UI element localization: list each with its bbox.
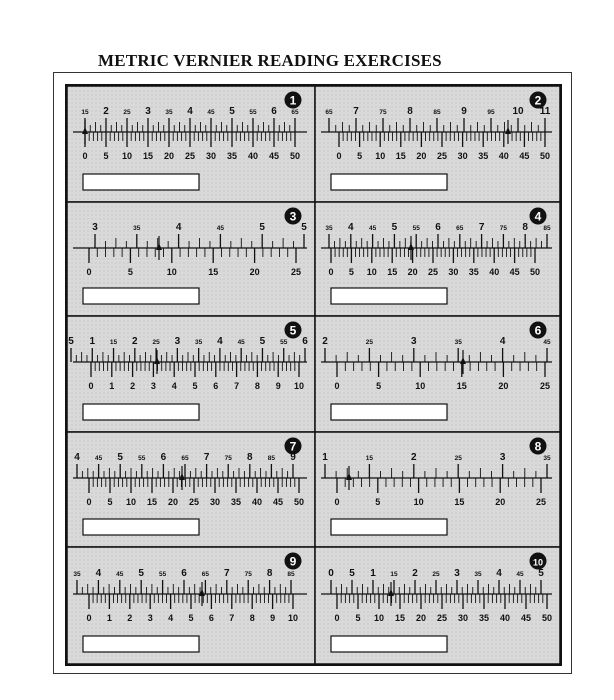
main-scale-label: 3: [92, 222, 98, 233]
main-scale-label: 11: [539, 106, 551, 117]
vernier-scale-label: 4: [168, 613, 174, 623]
vernier-scale-label: 0: [88, 381, 94, 391]
vernier-scale-label: 30: [209, 497, 221, 507]
vernier-scale-label: 0: [82, 151, 88, 161]
main-scale-label: 4: [348, 222, 354, 233]
vernier-scale-label: 15: [395, 151, 406, 161]
main-scale-label: 7: [224, 568, 230, 579]
exercise-number: 8: [534, 439, 542, 454]
vernier-scale-label: 50: [293, 497, 305, 507]
main-scale-label: 5: [259, 336, 266, 347]
vernier-scale-label: 10: [287, 613, 299, 623]
vernier-scale-label: 2: [130, 381, 136, 391]
main-scale-label: 45: [543, 339, 551, 346]
vernier-scale-label: 20: [416, 151, 427, 161]
vernier-scale-label: 5: [192, 381, 198, 391]
vernier-scale-label: 20: [495, 497, 506, 507]
main-scale-label: 4: [499, 336, 506, 347]
main-scale-label: 35: [454, 339, 462, 346]
vernier-scale-label: 6: [208, 613, 214, 623]
main-scale-label: 2: [412, 568, 418, 579]
vernier-scale-label: 25: [436, 613, 448, 623]
vernier-scale-label: 25: [184, 151, 196, 161]
main-scale-label: 15: [365, 455, 374, 462]
main-scale-label: 6: [302, 336, 308, 347]
answer-box[interactable]: [331, 519, 447, 535]
main-scale-label: 5: [391, 222, 398, 233]
vernier-scale-label: 4: [171, 381, 177, 391]
vernier-scale-label: 35: [478, 151, 489, 161]
exercise-panel: [315, 202, 560, 316]
exercise-panel: [67, 547, 315, 664]
exercise-panel: [315, 316, 560, 432]
vernier-scale-label: 9: [270, 613, 276, 623]
main-scale-label: 65: [291, 109, 299, 116]
main-scale-label: 4: [187, 106, 193, 117]
vernier-scale-label: 45: [272, 497, 284, 507]
main-scale-label: 7: [353, 106, 359, 117]
main-scale-label: 5: [301, 222, 307, 233]
vernier-scale-label: 6: [213, 381, 219, 391]
main-scale-label: 6: [435, 222, 441, 233]
vernier-scale-label: 15: [387, 267, 398, 277]
vernier-scale-label: 40: [251, 497, 263, 507]
main-scale-label: 5: [138, 568, 144, 579]
main-scale-label: 25: [152, 339, 160, 346]
vernier-scale-label: 20: [249, 267, 260, 277]
vernier-scale-label: 45: [520, 613, 532, 623]
main-scale-label: 55: [158, 571, 167, 578]
main-scale-label: 15: [390, 571, 398, 578]
vernier-scale-label: 45: [519, 151, 530, 161]
main-scale-label: 3: [411, 336, 417, 347]
main-scale-label: 45: [116, 571, 124, 578]
answer-box[interactable]: [83, 636, 199, 652]
main-scale-label: 75: [499, 225, 508, 232]
vernier-scale-label: 10: [375, 151, 386, 161]
page-title: METRIC VERNIER READING EXERCISES: [98, 51, 442, 70]
main-scale-label: 65: [201, 571, 210, 578]
main-scale-label: 6: [160, 452, 167, 463]
main-scale-label: 5: [349, 568, 355, 579]
main-scale-label: 9: [290, 452, 296, 463]
main-scale-label: 8: [266, 568, 273, 579]
vernier-scale-label: 50: [541, 613, 553, 623]
main-scale-label: 1: [370, 568, 376, 579]
vernier-scale-label: 5: [103, 151, 109, 161]
main-scale-label: 35: [474, 571, 482, 578]
main-scale-label: 55: [249, 109, 257, 116]
vernier-scale-label: 35: [230, 497, 242, 507]
vernier-scale-label: 10: [373, 613, 385, 623]
main-scale-label: 5: [259, 222, 265, 233]
vernier-scale-label: 30: [448, 267, 459, 277]
main-scale-label: 65: [181, 455, 189, 462]
vernier-scale-label: 8: [249, 613, 255, 623]
vernier-scale-label: 15: [142, 151, 154, 161]
vernier-scale-label: 45: [509, 267, 520, 277]
vernier-scale-label: 10: [366, 267, 377, 277]
vernier-scale-label: 20: [415, 613, 427, 623]
exercise-panel: [315, 86, 560, 202]
main-scale-label: 8: [247, 452, 253, 463]
vernier-scale-label: 0: [334, 381, 340, 391]
main-scale-label: 6: [271, 106, 277, 117]
main-scale-label: 95: [487, 109, 495, 116]
vernier-scale-label: 35: [468, 267, 479, 277]
vernier-scale-label: 20: [167, 497, 179, 507]
vernier-scale-label: 9: [275, 381, 281, 391]
answer-box[interactable]: [83, 288, 199, 304]
vernier-scale-label: 10: [415, 381, 426, 391]
main-scale-label: 0: [328, 568, 334, 579]
exercise-panel: [67, 202, 315, 316]
answer-box[interactable]: [83, 404, 199, 420]
main-scale-label: 85: [267, 455, 276, 462]
main-scale-label: 3: [454, 568, 460, 579]
vernier-scale-label: 0: [336, 151, 342, 161]
vernier-scale-label: 5: [107, 497, 113, 507]
exercise-number: 4: [534, 209, 542, 224]
main-scale-label: 9: [461, 106, 467, 117]
vernier-scale-label: 0: [86, 613, 92, 623]
vernier-scale-label: 7: [234, 381, 240, 391]
vernier-scale-label: 40: [499, 613, 511, 623]
main-scale-label: 15: [109, 339, 118, 346]
exercise-number: 3: [289, 209, 297, 224]
main-scale-label: 3: [174, 336, 181, 347]
main-scale-label: 2: [132, 336, 138, 347]
main-scale-label: 2: [103, 106, 109, 117]
vernier-scale-label: 25: [535, 497, 547, 507]
vernier-scale-label: 7: [229, 613, 235, 623]
main-scale-label: 45: [94, 455, 103, 462]
vernier-scale-label: 8: [254, 381, 260, 391]
main-scale-label: 2: [322, 336, 328, 347]
main-scale-label: 85: [543, 225, 551, 232]
vernier-scale-label: 5: [376, 381, 382, 391]
vernier-scale-label: 10: [166, 267, 177, 277]
vernier-scale-label: 50: [529, 267, 541, 277]
exercise-panel: [67, 316, 315, 432]
exercise-panel: [315, 547, 560, 664]
vernier-scale-label: 3: [150, 381, 156, 391]
exercise-number: 2: [534, 93, 542, 108]
main-scale-label: 8: [522, 222, 528, 233]
main-scale-label: 8: [407, 106, 413, 117]
main-scale-label: 25: [365, 339, 374, 346]
vernier-scale-label: 5: [348, 267, 354, 277]
main-scale-label: 5: [538, 568, 544, 579]
main-scale-label: 55: [280, 339, 288, 346]
main-scale-label: 7: [478, 222, 485, 233]
answer-box[interactable]: [83, 174, 199, 190]
vernier-scale-label: 0: [334, 497, 340, 507]
main-scale-label: 5: [117, 452, 123, 463]
main-scale-label: 5: [229, 106, 235, 117]
main-scale-label: 25: [454, 455, 462, 462]
main-scale-label: 4: [496, 568, 502, 579]
main-scale-label: 1: [89, 336, 96, 347]
main-scale-label: 75: [379, 109, 387, 116]
vernier-scale-label: 5: [375, 497, 381, 507]
main-scale-label: 35: [133, 225, 141, 232]
answer-box[interactable]: [331, 174, 447, 190]
vernier-scale-label: 40: [247, 151, 259, 161]
main-scale-label: 2: [411, 452, 417, 463]
main-scale-label: 35: [325, 225, 333, 232]
vernier-scale-label: 20: [163, 151, 175, 161]
exercise-number: 7: [289, 439, 297, 454]
vernier-scale-label: 10: [121, 151, 133, 161]
answer-box[interactable]: [331, 636, 447, 652]
main-scale-label: 55: [138, 455, 146, 462]
vernier-scale-label: 15: [146, 497, 158, 507]
main-scale-label: 7: [203, 452, 210, 463]
exercise-grid-drawing: [67, 86, 560, 664]
exercise-number: 9: [289, 554, 297, 569]
main-scale-label: 45: [207, 109, 215, 116]
exercise-panel: [315, 432, 560, 547]
vernier-scale-label: 15: [394, 613, 406, 623]
vernier-scale-label: 30: [457, 613, 469, 623]
vernier-scale-label: 0: [328, 267, 334, 277]
main-scale-label: 25: [432, 571, 440, 578]
vernier-scale-label: 0: [334, 613, 340, 623]
vernier-scale-label: 30: [205, 151, 217, 161]
vernier-scale-label: 10: [413, 497, 424, 507]
vernier-scale-label: 50: [289, 151, 301, 161]
vernier-scale-label: 5: [355, 613, 361, 623]
main-scale-label: 35: [195, 339, 203, 346]
vernier-scale-label: 0: [86, 267, 92, 277]
vernier-scale-label: 15: [454, 497, 465, 507]
answer-box[interactable]: [83, 519, 199, 535]
main-scale-label: 85: [433, 109, 441, 116]
vernier-scale-label: 25: [436, 151, 448, 161]
vernier-scale-label: 20: [407, 267, 418, 277]
main-scale-label: 10: [512, 106, 524, 117]
vernier-scale-label: 10: [125, 497, 137, 507]
vernier-scale-label: 10: [293, 381, 305, 391]
main-scale-label: 4: [74, 452, 80, 463]
vernier-scale-label: 2: [127, 613, 133, 623]
vernier-scale-label: 5: [127, 267, 133, 277]
main-scale-label: 45: [237, 339, 245, 346]
main-scale-label: 35: [165, 109, 173, 116]
main-scale-label: 15: [81, 109, 89, 116]
main-scale-label: 1: [322, 452, 328, 463]
main-scale-label: 4: [95, 568, 102, 579]
main-scale-label: 65: [456, 225, 464, 232]
exercise-number: 6: [534, 323, 542, 338]
main-scale-label: 25: [123, 109, 131, 116]
vernier-scale-label: 20: [498, 381, 509, 391]
main-scale-label: 65: [325, 109, 333, 116]
vernier-scale-label: 1: [106, 613, 112, 623]
main-scale-label: 4: [175, 222, 182, 233]
main-scale-label: 3: [499, 452, 506, 463]
vernier-scale-label: 1: [109, 381, 115, 391]
main-scale-label: 75: [224, 455, 232, 462]
main-scale-label: 45: [516, 571, 524, 578]
vernier-scale-label: 40: [498, 151, 509, 161]
exercise-number: 1: [289, 93, 297, 108]
exercise-grid: [65, 84, 562, 666]
main-scale-label: 4: [217, 336, 223, 347]
main-scale-label: 85: [287, 571, 295, 578]
answer-box[interactable]: [331, 288, 447, 304]
vernier-scale-label: 50: [539, 151, 551, 161]
exercise-panel: [67, 86, 315, 202]
vernier-scale-label: 25: [539, 381, 551, 391]
main-scale-label: 45: [368, 225, 377, 232]
vernier-scale-label: 15: [456, 381, 467, 391]
vernier-scale-label: 3: [147, 613, 153, 623]
vernier-scale-label: 30: [457, 151, 468, 161]
vernier-scale-label: 25: [188, 497, 200, 507]
vernier-scale-label: 5: [357, 151, 363, 161]
main-scale-label: 45: [216, 225, 225, 232]
vernier-scale-label: 45: [268, 151, 280, 161]
main-scale-label: 35: [543, 455, 551, 462]
vernier-scale-label: 15: [208, 267, 219, 277]
vernier-scale-label: 35: [226, 151, 238, 161]
main-scale-label: 3: [145, 106, 151, 117]
exercise-number: 10: [532, 557, 544, 568]
vernier-scale-label: 25: [427, 267, 439, 277]
main-scale-label: 35: [73, 571, 81, 578]
vernier-scale-label: 5: [188, 613, 194, 623]
vernier-scale-label: 40: [489, 267, 500, 277]
exercise-panel: [67, 432, 315, 547]
main-scale-label: 5: [68, 336, 74, 347]
main-scale-label: 6: [181, 568, 187, 579]
main-scale-label: 75: [244, 571, 252, 578]
answer-box[interactable]: [331, 404, 447, 420]
vernier-scale-label: 0: [86, 497, 92, 507]
exercise-number: 5: [289, 323, 297, 338]
main-scale-label: 55: [412, 225, 420, 232]
vernier-scale-label: 35: [478, 613, 490, 623]
vernier-scale-label: 25: [290, 267, 302, 277]
